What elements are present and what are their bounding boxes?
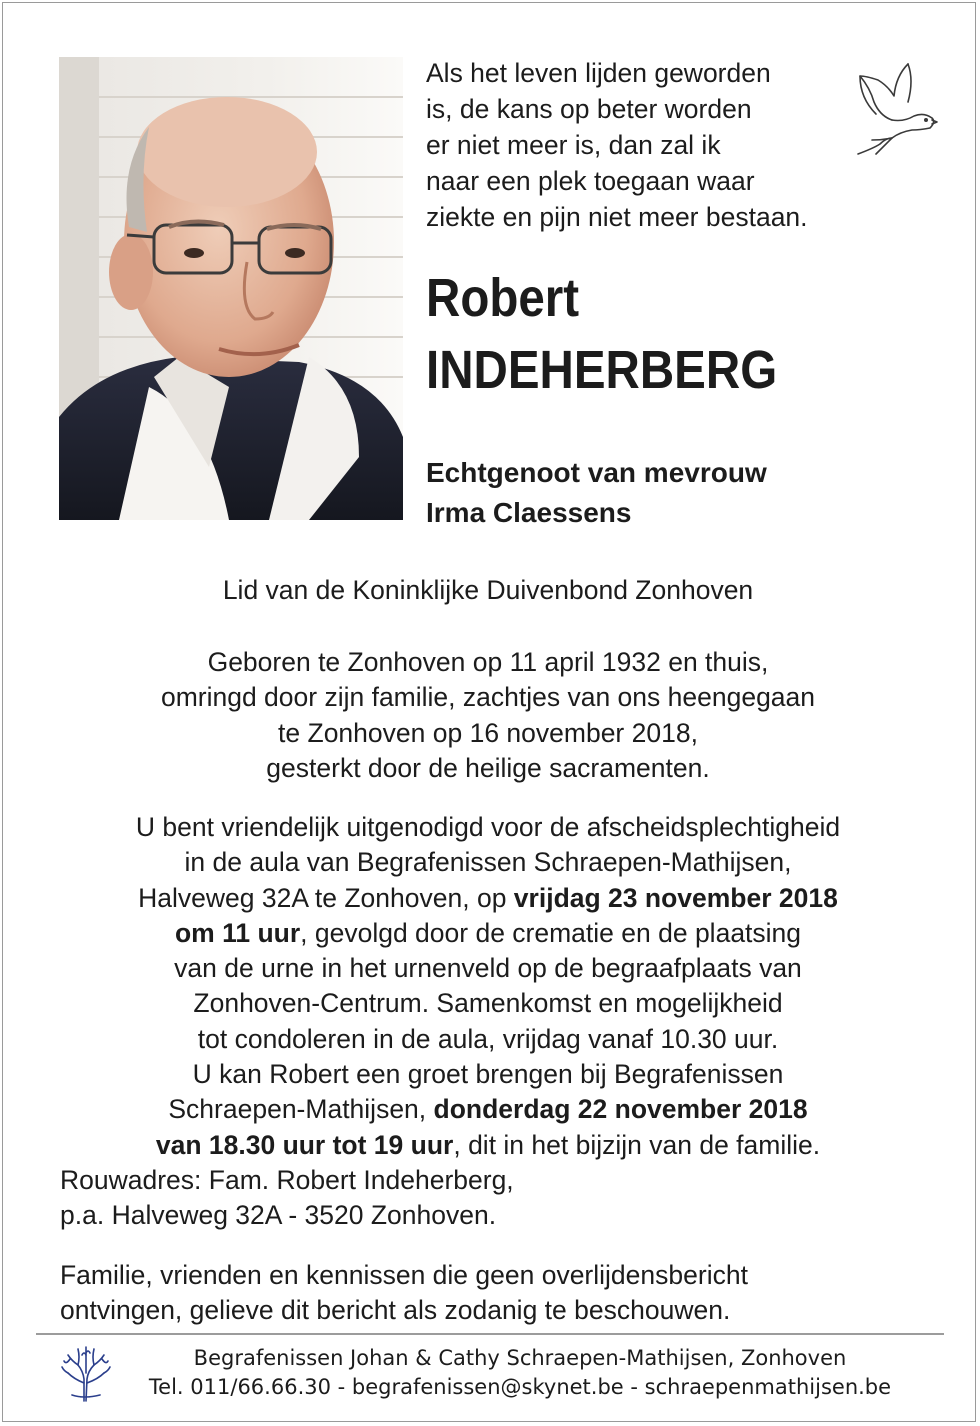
mourning-address	[60, 1163, 514, 1234]
life-line: Geboren te Zonhoven op 11 april 1932 en thuis,	[207, 647, 769, 677]
spouse-line: Echtgenoot van mevrouw	[426, 457, 767, 488]
invitation-line	[40, 916, 936, 951]
invitation-text: Schraepen-Mathijsen,	[168, 1094, 434, 1125]
poem-line: ziekte en pijn niet meer bestaan.	[426, 202, 808, 232]
spouse-line: Irma Claessens	[426, 497, 632, 528]
invitation-text: , dit in het bijzijn van de familie.	[453, 1129, 821, 1160]
invitation-line: U kan Robert een groet brengen bij Begrafenissen	[192, 1059, 784, 1090]
membership	[40, 573, 936, 608]
funeral-home-footer	[120, 1344, 920, 1402]
deceased-name	[426, 262, 777, 406]
ceremony-date: vrijdag 23 november 2018	[513, 882, 838, 913]
invitation-line: in de aula van Begrafenissen Schraepen-Mathijsen,	[184, 847, 792, 878]
invitation-line: van de urne in het urnenveld op de begraafplaats van	[174, 953, 802, 984]
invitation-line: U bent vriendelijk uitgenodigd voor de afscheidsplechtigheid	[135, 812, 841, 842]
address-line: p.a. Halveweg 32A - 3520 Zonhoven.	[60, 1200, 497, 1231]
notice-paragraph	[60, 1258, 748, 1329]
invitation-paragraph	[40, 810, 936, 1163]
footer-divider	[36, 1333, 944, 1335]
notice-line: Familie, vrienden en kennissen die geen overlijdensbericht	[60, 1260, 748, 1290]
notice-line: ontvingen, gelieve dit bericht als zodanig te beschouwen.	[60, 1295, 731, 1326]
life-line: omringd door zijn familie, zachtjes van ons heengegaan	[160, 682, 816, 713]
poem-line: er niet meer is, dan zal ik	[426, 130, 721, 160]
first-name: Robert	[426, 268, 580, 328]
membership-text: Lid van de Koninklijke Duivenbond Zonhoven	[222, 575, 754, 605]
invitation-line	[40, 1092, 936, 1127]
life-line: gesterkt door de heilige sacramenten.	[266, 752, 710, 783]
funeral-home-name: Begrafenissen Johan & Cathy Schraepen-Mathijsen, Zonhoven	[193, 1346, 847, 1370]
poem-line: naar een plek toegaan waar	[426, 166, 755, 196]
dove-icon	[852, 58, 938, 158]
last-name: INDEHERBERG	[426, 340, 778, 400]
poem	[426, 55, 856, 235]
poem-line: Als het leven lijden geworden	[426, 58, 771, 88]
invitation-text: Halveweg 32A te Zonhoven, op	[138, 882, 514, 913]
invitation-line	[40, 881, 936, 916]
funeral-home-contact: Tel. 011/66.66.30 - begrafenissen@skynet.be - schraepenmathijsen.be	[148, 1375, 892, 1399]
invitation-text: , gevolgd door de crematie en de plaatsing	[300, 917, 802, 948]
spouse-info	[426, 453, 767, 533]
visitation-date: donderdag 22 november 2018	[433, 1094, 808, 1125]
invitation-line: Zonhoven-Centrum. Samenkomst en mogelijkheid	[193, 988, 783, 1019]
poem-line: is, de kans op beter worden	[426, 94, 752, 124]
invitation-line: tot condoleren in de aula, vrijdag vanaf 10.30 uur.	[197, 1023, 779, 1054]
invitation-line	[40, 1128, 936, 1163]
ceremony-time: om 11 uur	[174, 917, 301, 948]
address-line: Rouwadres: Fam. Robert Indeherberg,	[60, 1165, 514, 1195]
life-line: te Zonhoven op 16 november 2018,	[278, 717, 698, 748]
visitation-time: van 18.30 uur tot 19 uur	[155, 1129, 454, 1160]
portrait-photo	[59, 57, 403, 520]
tree-logo-icon	[60, 1343, 112, 1403]
life-paragraph	[40, 645, 936, 786]
